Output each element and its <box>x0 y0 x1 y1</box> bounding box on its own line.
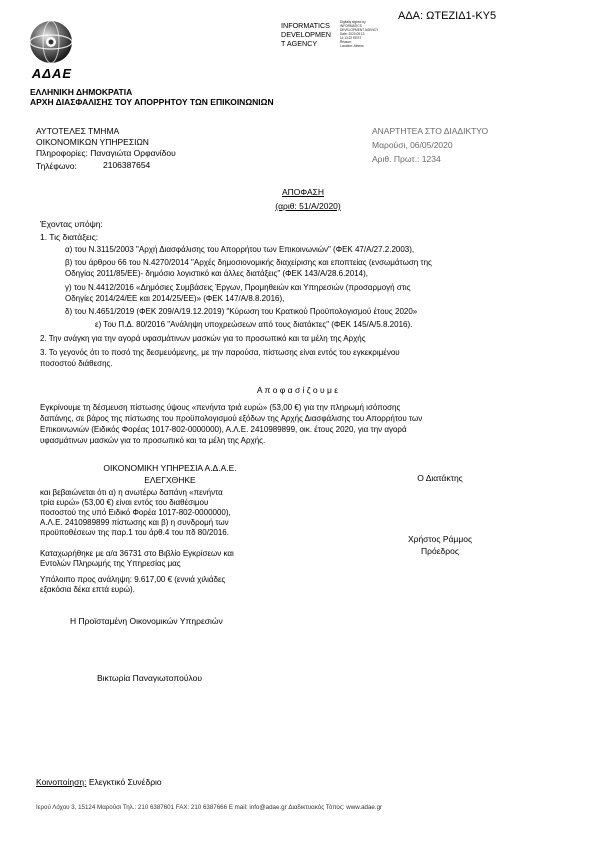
item-2: 2. Την ανάγκη για την αγορά υφασμάτινων μασκών για το προσωπικό και τα μέλη της Αρχής <box>40 334 366 343</box>
decision-text-line4: υφασμάτινων μασκών για το προσωπικό και τα μέλη της Αρχής. <box>40 436 266 445</box>
provision-a: α) του Ν.3115/2003 "Αρχή Διασφάλισης του Απορρήτου των Επικοινωνιών" (ΦΕΚ 47/Α/27.2.2003), <box>65 245 415 254</box>
head-of-finance-title: Η Προϊσταμένη Οικονομικών Υπηρεσιών <box>70 616 223 626</box>
provision-b-line2: Οδηγίας 2011/85/ΕΕ)- δημόσιο λογιστικό και άλλες διατάξεις" (ΦΕΚ 143/Α/28.6.2014), <box>65 269 368 278</box>
digital-signature-small: Digitally signed by INFORMATICS DEVELOPMENT AGENCY Date: 2020.05.13 11:13:22 EEST Reason: Location: Athens <box>340 20 379 48</box>
adae-logo <box>28 18 74 66</box>
org-name-line1: ΕΛΛΗΝΙΚΗ ΔΗΜΟΚΡΑΤΙΑ <box>30 87 133 97</box>
org-name-line2: ΑΡΧΗ ΔΙΑΣΦΑΛΙΣΗΣ ΤΟΥ ΑΠΟΡΡΗΤΟΥ ΤΩΝ ΕΠΙΚΟΙΝΩΝΙΩΝ <box>30 97 274 107</box>
logo-text: ΑΔΑΕ <box>31 66 73 81</box>
signatory-name: Χρήστος Ράμμος <box>407 534 473 544</box>
item-1: 1. Τις διατάξεις: <box>40 232 99 242</box>
provision-b-line1: β) του άρθρου 66 του Ν.4270/2014 "Αρχές δημοσιονομικής διαχείρισης και εποπτείας (ενσωμάτωση της <box>65 258 432 267</box>
signatory-title: Πρόεδρος <box>421 546 459 556</box>
decision-number: (αριθ: 51/Α/2020) <box>275 201 341 211</box>
phone-value: 2106387654 <box>103 160 151 170</box>
we-decide-heading: Α π ο φ α σ ί ζ ο υ μ ε <box>256 385 339 395</box>
finance-office-title: ΟΙΚΟΝΟΜΙΚΗ ΥΠΗΡΕΣΙΑ Α.Δ.Α.Ε. <box>103 463 237 473</box>
document-date: Μαρούσι, 06/05/2020 <box>372 140 453 150</box>
globe-icon <box>28 18 74 66</box>
decision-title: ΑΠΟΦΑΣΗ <box>281 187 325 197</box>
notification-label: Κοινοποίηση: <box>36 777 87 787</box>
notification-value: Ελεγκτικό Συνέδριο <box>88 777 162 787</box>
decision-text-line2: δαπάνης, σε βάρος της πίστωσης του προϋπολογισμού εξόδων της Αρχής Διασφάλισης του Απορρήτου των <box>40 414 423 423</box>
registration-note: Καταχωρήθηκε με α/α 36731 στο Βιβλίο Εγκρίσεων και Εντολών Πληρωμής της Υπηρεσίας μας <box>40 549 234 568</box>
head-of-finance-name: Βικτωρία Παναγιωτοπούλου <box>97 673 203 683</box>
info-line: Πληροφορίες: Παναγιώτα Ορφανίδου <box>36 148 176 158</box>
publish-notice: ΑΝΑΡΤΗΤΕΑ ΣΤΟ ΔΙΑΔΙΚΤΥΟ <box>372 126 489 136</box>
phone-label: Τηλέφωνο: <box>36 161 77 171</box>
protocol-number: Αριθ. Πρωτ.: 1234 <box>372 154 441 164</box>
informatics-label: INFORMATICS DEVELOPMEN T AGENCY <box>281 21 331 48</box>
provision-c-line2: Οδηγίες 2014/24/ΕΕ και 2014/25/ΕΕ)» (ΦΕΚ 147/Α/8.8.2016), <box>65 294 285 303</box>
remaining-balance: Υπόλοιπο προς ανάληψη: 9.617,00 € (εννιά χιλιάδες εξακόσια δέκα επτά ευρώ). <box>40 575 226 594</box>
department: ΑΥΤΟΤΕΛΕΣ ΤΜΗΜΑ ΟΙΚΟΝΟΜΙΚΩΝ ΥΠΗΡΕΣΙΩΝ <box>36 126 149 147</box>
item-3-line1: 3. Το γεγονός ότι το ποσό της δεσμευόμενης, με την παρούσα, πίστωσης είναι εντός του εγκεκριμένου <box>40 348 400 357</box>
decision-text-line3: Επικοινωνιών (Ειδικός Φορέας 1017-802-0000000), Α.Λ.Ε. 2410989899, οικ. έτους 2020, για την αγορά <box>40 425 407 434</box>
ada-code: ΑΔΑ: ΩΤΕΖΙΔ1-ΚΥ5 <box>398 10 497 22</box>
decision-text-line1: Εγκρίνουμε τη δέσμευση πίστωσης ύψους «πενήντα τριά ευρώ» (53,00 €) για την πληρωμή ισόποσης <box>40 403 401 412</box>
item-3-line2: ποσοστού διάθεσης. <box>40 359 113 368</box>
having-regard: Έχοντας υπόψη: <box>40 219 103 229</box>
provision-e: ε) Του Π.Δ. 80/2016 "Ανάληψη υποχρεώσεων από τους διατάκτες" (ΦΕΚ 145/Α/5.8.2016). <box>95 320 413 329</box>
provision-c-line1: γ) του Ν.4412/2016 «Δημόσιες Συμβάσεις Έργων, Προμηθειών και Υπηρεσιών (προσαρμογή στις <box>65 283 411 292</box>
verification-body: και βεβαιώνεται ότι α) η ανωτέρω δαπάνη «πενήντα τρία ευρώ» (53,00 €) είναι εντός του διαθέσιμου ποσοστού της υπό Ειδικό Φορέα 1017-802-0000000), Α.Λ.Ε. 2410989899 πίστωσης και β) η συνδρομή των προϋποθέσεων της παρ.1 του άρθ.4 του πδ 80/2016. <box>40 488 231 537</box>
checked-label: ΕΛΕΓΧΘΗΚΕ <box>144 475 196 485</box>
notification <box>36 777 162 788</box>
footer-contact: Ιερού Λόχου 3, 15124 Μαρούσι Τηλ.: 210 6387601 FAX: 210 6387666 E mail: info@adae.gr Διαδικτυακός Τόπος: www.adae.gr <box>36 804 383 811</box>
signatory-role: Ο Διατάκτης <box>417 473 463 483</box>
provision-d: δ) του Ν.4651/2019 (ΦΕΚ 209/Α/19.12.2019) "Κύρωση του Κρατικού Προϋπολογισμού έτους 2020» <box>65 307 418 316</box>
